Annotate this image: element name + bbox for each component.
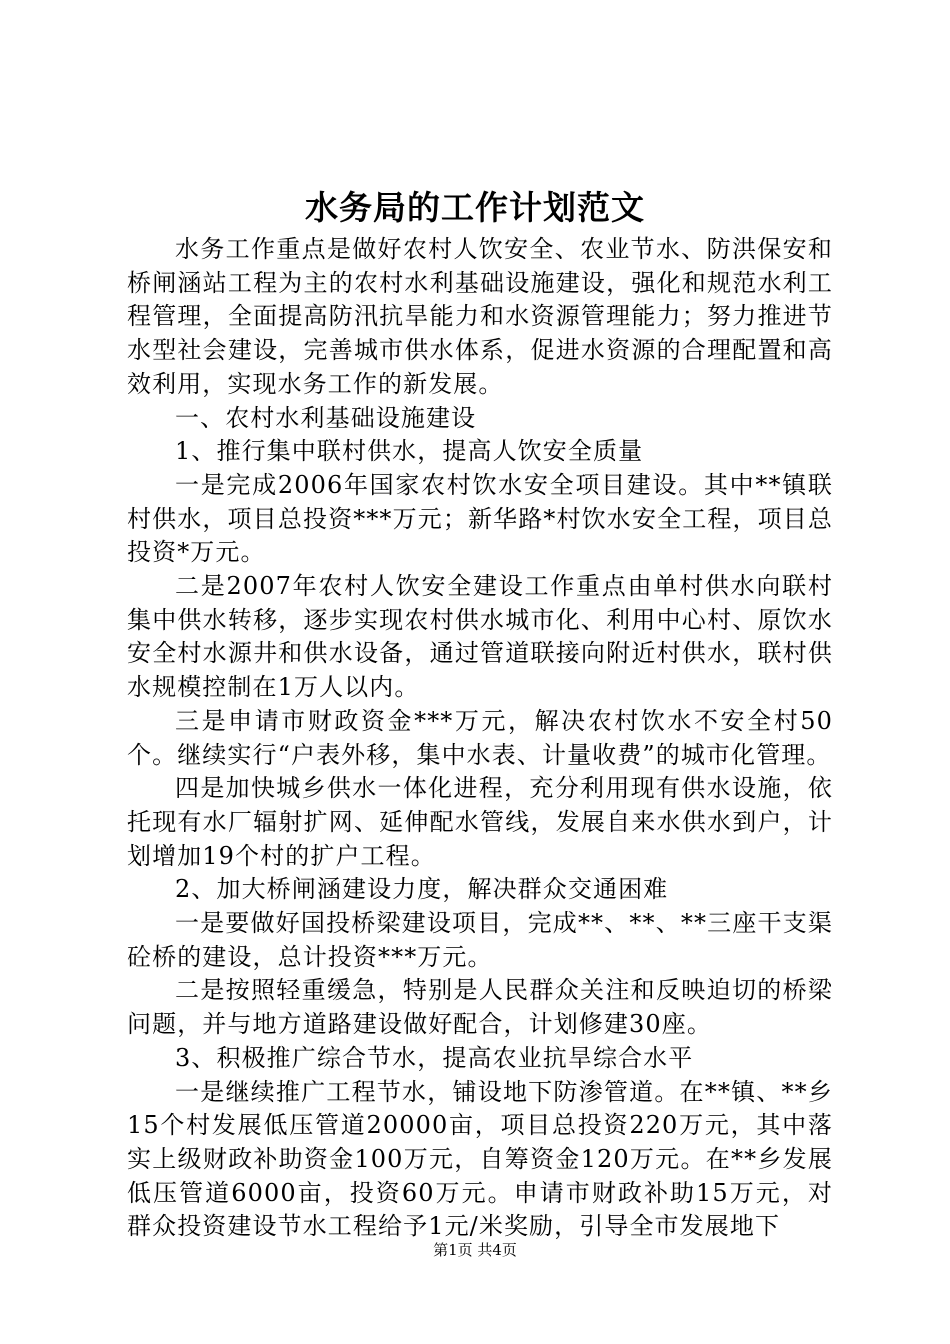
page-footer: 第1页 共4页 <box>433 1241 517 1259</box>
subsection-heading-2: 2、加大桥闸涵建设力度，解决群众交通困难 <box>175 875 669 904</box>
paragraph-item: 一是要做好国投桥梁建设项目，完成**、**、**三座干支渠砼桥的建设，总计投资***万元。 <box>127 909 833 971</box>
paragraph-item: 一是完成2006年国家农村饮水安全项目建设。其中**镇联村供水，项目总投资***万元；新华路*村饮水安全工程，项目总投资*万元。 <box>127 470 833 567</box>
paragraph-item: 四是加快城乡供水一体化进程，充分利用现有供水设施，依托现有水厂辐射扩网、延伸配水管线，发展自来水供水到户，计划增加19个村的扩户工程。 <box>127 774 833 870</box>
paragraph-item: 三是申请市财政资金***万元，解决农村饮水不安全村50个。继续实行“户表外移，集中水表、计量收费”的城市化管理。 <box>127 706 833 769</box>
subsection-heading-1: 1、推行集中联村供水，提高人饮安全质量 <box>175 437 644 466</box>
paragraph-item: 一是继续推广工程节水，铺设地下防渗管道。在**镇、**乡15个村发展低压管道20000亩，项目总投资220万元，其中落实上级财政补助资金100万元，自筹资金120万元。在**乡发展低压管道6000亩，投资60万元。申请市财政补助15万元，对群众投资建设节水工程给予1元/米奖励，引导全市发展地下 <box>127 1077 833 1241</box>
paragraph-intro: 水务工作重点是做好农村人饮安全、农业节水、防洪保安和桥闸涵站工程为主的农村水利基础设施建设，强化和规范水利工程管理，全面提高防汛抗旱能力和水资源管理能力；努力推进节水型社会建设，完善城市供水体系，促进水资源的合理配置和高效利用，实现水务工作的新发展。 <box>127 235 833 398</box>
section-heading-1: 一、农村水利基础设施建设 <box>175 403 477 432</box>
document-body <box>127 233 833 1244</box>
subsection-heading-3: 3、积极推广综合节水，提高农业抗旱综合水平 <box>175 1043 694 1072</box>
paragraph-item: 二是按照轻重缓急，特别是人民群众关注和反映迫切的桥梁问题，并与地方道路建设做好配合，计划修建30座。 <box>127 976 833 1039</box>
document-title: 水务局的工作计划范文 <box>305 188 645 227</box>
paragraph-item: 二是2007年农村人饮安全建设工作重点由单村供水向联村集中供水转移，逐步实现农村供水城市化、利用中心村、原饮水安全村水源井和供水设备，通过管道联接向附近村供水，联村供水规模控制在1万人以内。 <box>127 572 833 702</box>
